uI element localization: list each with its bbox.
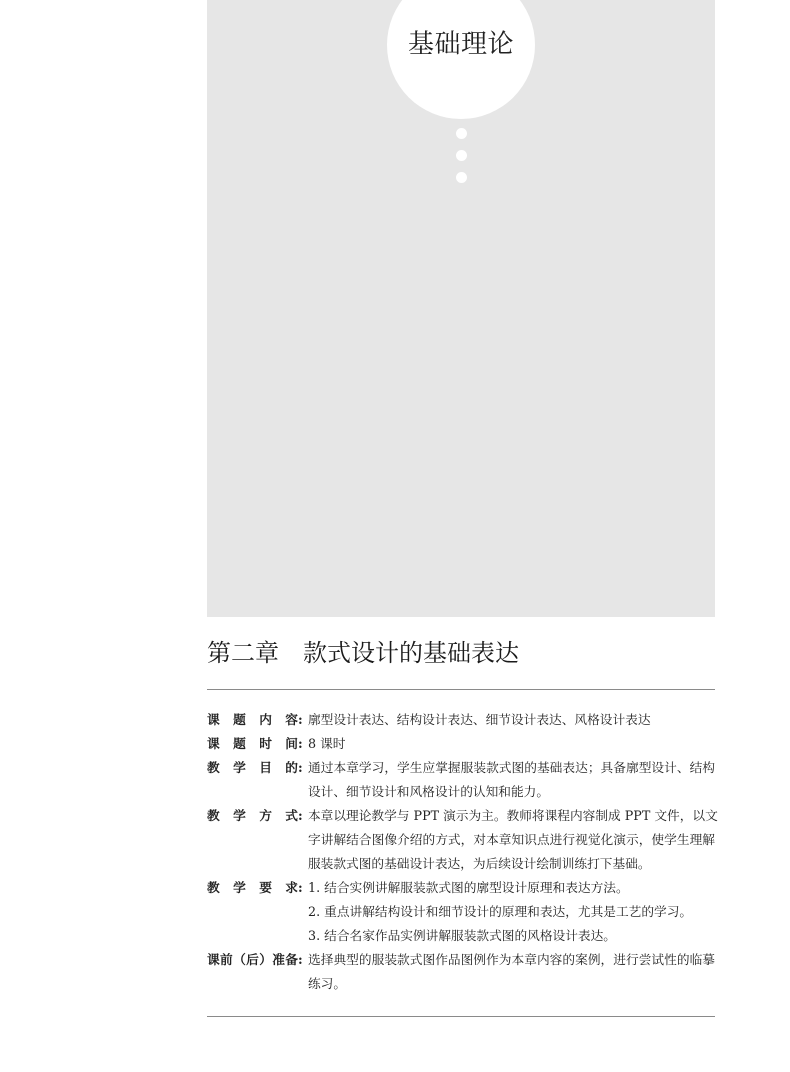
- info-colon: :: [298, 736, 303, 751]
- info-label: 课前（后）准备: [207, 952, 298, 967]
- info-value: [308, 756, 715, 804]
- decorative-dot: [456, 150, 467, 161]
- info-value: [308, 804, 718, 876]
- chapter-title: 款式设计的基础表达: [303, 639, 519, 667]
- info-colon: :: [298, 952, 303, 967]
- info-colon: :: [298, 760, 303, 775]
- info-line: 1. 结合实例讲解服装款式图的廓型设计原理和表达方法。: [308, 880, 629, 895]
- info-label: 课题内容: [207, 712, 298, 727]
- chapter-number: 第二章: [207, 639, 279, 667]
- info-line: 设计、细节设计和风格设计的认知和能力。: [308, 784, 550, 799]
- info-value: [308, 948, 715, 996]
- info-colon: :: [298, 712, 303, 727]
- info-line: 8 课时: [308, 736, 346, 751]
- info-line: 3. 结合名家作品实例讲解服装款式图的风格设计表达。: [308, 928, 616, 943]
- info-label: 课题时间: [207, 736, 298, 751]
- info-row-objective: [207, 756, 715, 804]
- info-row-preparation: [207, 948, 715, 996]
- decorative-dot: [456, 128, 467, 139]
- chapter-info-list: [207, 708, 718, 996]
- info-colon: :: [298, 808, 303, 823]
- bottom-divider: [207, 1016, 715, 1017]
- info-row-method: [207, 804, 718, 876]
- info-line: 练习。: [308, 976, 347, 991]
- info-label: 教学目的: [207, 760, 298, 775]
- heading-divider: [207, 689, 715, 690]
- info-row-requirements: [207, 876, 715, 948]
- section-title: 基础理论: [407, 29, 514, 60]
- info-row-hours: [207, 732, 715, 756]
- info-colon: :: [298, 880, 303, 895]
- info-value: [308, 708, 715, 732]
- info-line: 本章以理论教学与 PPT 演示为主。教师将课程内容制成 PPT 文件，以文: [308, 808, 718, 823]
- info-line: 2. 重点讲解结构设计和细节设计的原理和表达，尤其是工艺的学习。: [308, 904, 693, 919]
- info-row-topic: [207, 708, 715, 732]
- decorative-dot: [456, 172, 467, 183]
- info-value: [308, 732, 715, 756]
- info-line: 廓型设计表达、结构设计表达、细节设计表达、风格设计表达: [308, 712, 651, 727]
- section-banner: [207, 0, 715, 617]
- info-line: 服装款式图的基础设计表达，为后续设计绘制训练打下基础。: [308, 856, 651, 871]
- info-label: 教学要求: [207, 880, 298, 895]
- info-line: 选择典型的服装款式图作品图例作为本章内容的案例，进行尝试性的临摹: [308, 952, 715, 967]
- info-line: 通过本章学习，学生应掌握服装款式图的基础表达；具备廓型设计、结构: [308, 760, 715, 775]
- info-value: [308, 876, 715, 948]
- info-label: 教学方式: [207, 808, 298, 823]
- section-title-circle: [387, 0, 535, 119]
- chapter-heading: [207, 636, 519, 670]
- info-line: 字讲解结合图像介绍的方式，对本章知识点进行视觉化演示，使学生理解: [308, 832, 715, 847]
